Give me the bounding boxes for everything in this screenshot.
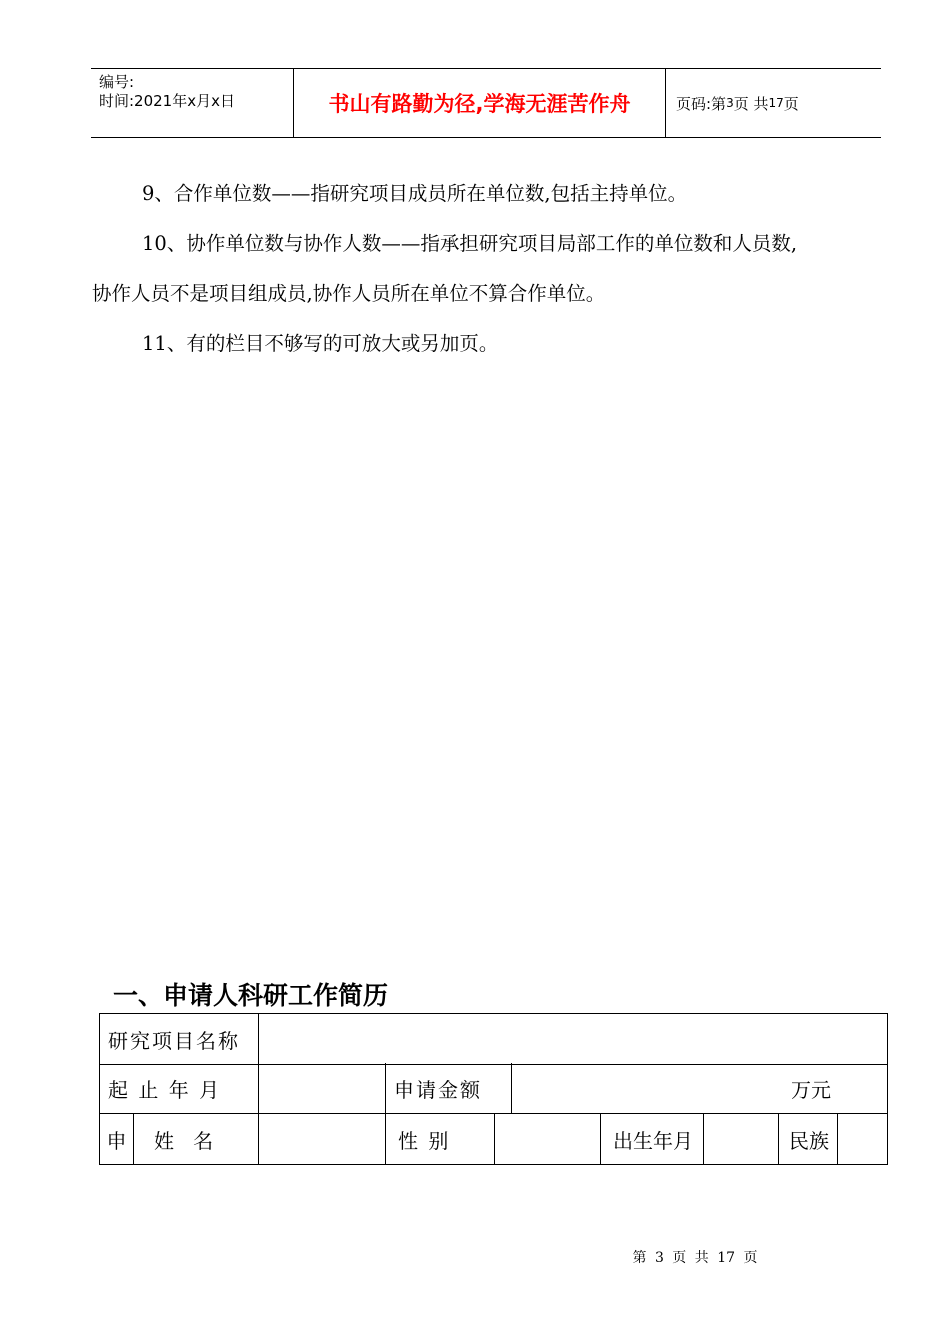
form-row-period xyxy=(99,1063,888,1114)
page-header xyxy=(91,68,881,138)
time-label: 时间:2021年x月x日 xyxy=(99,92,235,110)
ethnicity-field[interactable] xyxy=(837,1114,887,1164)
period-field[interactable] xyxy=(258,1063,385,1113)
gender-label: 性 别 xyxy=(385,1114,494,1164)
paragraph-9: 9、合作单位数——指研究项目成员所在单位数,包括主持单位。 xyxy=(142,182,688,205)
paragraph-10: 10、协作单位数与协作人数——指承担研究项目局部工作的单位数和人员数, xyxy=(142,232,798,255)
application-form xyxy=(99,1013,888,1166)
header-meta xyxy=(91,69,293,137)
amount-field[interactable] xyxy=(511,1063,887,1113)
page-suffix: 页 xyxy=(783,94,799,113)
project-name-label: 研究项目名称 xyxy=(108,1028,240,1053)
project-name-field[interactable] xyxy=(258,1014,887,1064)
page-prefix: 页码:第 xyxy=(676,94,727,113)
page-mid: 页 共 xyxy=(733,94,769,113)
paragraph-10-cont: 协作人员不是项目组成员,协作人员所在单位不算合作单位。 xyxy=(92,282,606,305)
ethnicity-label: 民族 xyxy=(778,1114,837,1164)
period-label: 起 止 年 月 xyxy=(108,1077,222,1102)
form-row-project xyxy=(99,1013,888,1065)
footer-page-text: 第 3 页 共 17 页 xyxy=(632,1250,758,1266)
birth-label: 出生年月 xyxy=(600,1114,703,1164)
header-motto-cell xyxy=(293,69,666,137)
name-field[interactable] xyxy=(258,1114,385,1164)
gender-field[interactable] xyxy=(494,1114,600,1164)
applicant-label: 申 xyxy=(106,1128,127,1153)
paragraph-11: 11、有的栏目不够写的可放大或另加页。 xyxy=(142,332,499,355)
amount-unit: 万元 xyxy=(791,1077,831,1102)
section-title: 一、申请人科研工作简历 xyxy=(113,981,389,1010)
name-label: 姓 名 xyxy=(133,1114,258,1164)
birth-field[interactable] xyxy=(703,1114,778,1164)
page-number: 3 xyxy=(726,96,734,110)
header-page-info xyxy=(666,69,881,137)
form-row-applicant xyxy=(99,1114,888,1165)
number-label: 编号: xyxy=(99,73,135,91)
page-footer xyxy=(0,1247,950,1267)
motto-text: 书山有路勤为径,学海无涯苦作舟 xyxy=(328,92,631,116)
page-total: 17 xyxy=(768,96,784,110)
amount-label: 申请金额 xyxy=(385,1063,511,1113)
